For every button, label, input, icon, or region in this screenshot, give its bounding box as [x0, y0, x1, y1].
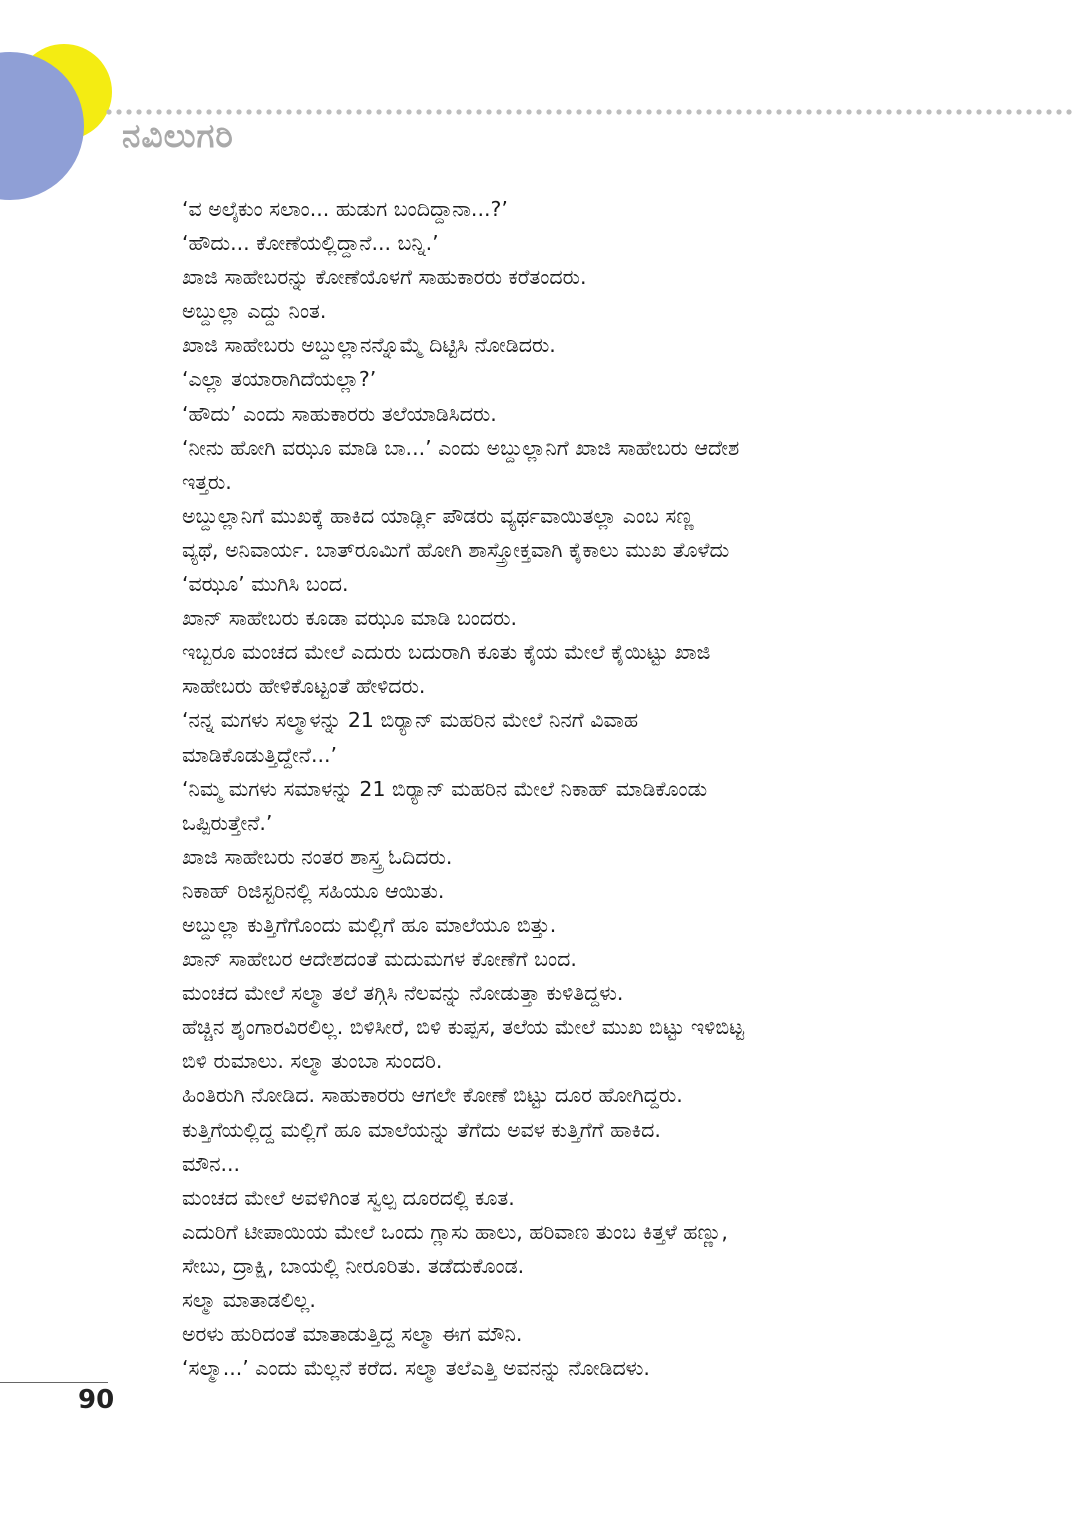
header-dotted-rule	[104, 108, 1072, 116]
text-line: ಖಾನ್ ಸಾಹೇಬರು ಕೂಡಾ ವಝೂ ಮಾಡಿ ಬಂದರು.	[182, 606, 518, 631]
text-line: ಇಬ್ಬರೂ ಮಂಚದ ಮೇಲೆ ಎದುರು ಬದುರಾಗಿ ಕೂತು ಕೈಯ ಮೇಲೆ ಕೈಯಿಟ್ಟು ಖಾಜಿ	[182, 640, 711, 665]
body-paragraph	[156, 226, 916, 260]
running-header-title: ನವಿಲುಗರಿ	[122, 116, 234, 155]
text-line: ‘ವ ಅಲೈಕುಂ ಸಲಾಂ... ಹುಡುಗ ಬಂದಿದ್ದಾನಾ...?’	[182, 197, 508, 221]
text-line: ‘ಎಲ್ಲಾ ತಯಾರಾಗಿದೆಯಲ್ಲಾ?’	[182, 367, 377, 392]
text-line: ಸಲ್ಮಾ ಮಾತಾಡಲಿಲ್ಲ.	[182, 1288, 316, 1312]
text-line: ಮಾಡಿಕೊಡುತ್ತಿದ್ದೇನೆ...’	[182, 742, 338, 767]
body-paragraph	[156, 1010, 916, 1078]
text-line: ಕುತ್ತಿಗೆಯಲ್ಲಿದ್ದ ಮಲ್ಲಿಗೆ ಹೂ ಮಾಲೆಯನ್ನು ತೆಗೆದು ಅವಳ ಕುತ್ತಿಗೆಗೆ ಹಾಕಿದ.	[182, 1117, 661, 1142]
text-line: ಮಂಚದ ಮೇಲೆ ಸಲ್ಮಾ ತಲೆ ತಗ್ಗಿಸಿ ನೆಲವನ್ನು ನೋಡುತ್ತಾ ಕುಳಿತಿದ್ದಳು.	[182, 981, 624, 1006]
text-line: ‘ವಝೂ’ ಮುಗಿಸಿ ಬಂದ.	[182, 572, 349, 597]
body-paragraph	[156, 874, 916, 908]
text-line: ಅಬ್ದುಲ್ಲಾ ಎದ್ದು ನಿಂತ.	[182, 299, 327, 324]
text-line: ಸಾಹೇಬರು ಹೇಳಿಕೊಟ್ಟಂತೆ ಹೇಳಿದರು.	[182, 674, 426, 699]
text-line: ‘ನೀನು ಹೋಗಿ ವಝೂ ಮಾಡಿ ಬಾ...’ ಎಂದು ಅಬ್ದುಲ್ಲಾನಿಗೆ ಖಾಜಿ ಸಾಹೇಬರು ಆದೇಶ	[182, 435, 740, 460]
page-body-text	[156, 192, 916, 1385]
text-line: ಹೆಚ್ಚಿನ ಶೃಂಗಾರವಿರಲಿಲ್ಲ. ಬಿಳಿಸೀರೆ, ಬಿಳಿ ಕುಪ್ಪಸ, ತಲೆಯ ಮೇಲೆ ಮುಖ ಬಿಟ್ಟು ಇಳಿಬಿಟ್ಟ	[182, 1015, 744, 1040]
text-line: ಖಾನ್ ಸಾಹೇಬರ ಆದೇಶದಂತೆ ಮದುಮಗಳ ಕೋಣೆಗೆ ಬಂದ.	[182, 947, 577, 972]
page-number: 90	[78, 1385, 115, 1415]
text-line: ಎದುರಿಗೆ ಟೀಪಾಯಿಯ ಮೇಲೆ ಒಂದು ಗ್ಲಾಸು ಹಾಲು, ಹರಿವಾಣ ತುಂಬ ಕಿತ್ತಳೆ ಹಣ್ಣು,	[182, 1219, 728, 1244]
body-paragraph	[156, 192, 916, 226]
text-line: ವ್ಯಥೆ, ಅನಿವಾರ್ಯ. ಬಾತ್‌ರೂಮಿಗೆ ಹೋಗಿ ಶಾಸ್ತ್ರೋಕ್ತವಾಗಿ ಕೈಕಾಲು ಮುಖ ತೊಳೆದು	[182, 537, 730, 562]
body-paragraph	[156, 1147, 916, 1181]
body-paragraph	[156, 635, 916, 703]
body-paragraph	[156, 601, 916, 635]
text-line: ‘ನಿಮ್ಮ ಮಗಳು ಸಮಾಳನ್ನು 21 ಬಿರ್‍ಯಾನ್ ಮಹರಿನ ಮೇಲೆ ನಿಕಾಹ್ ಮಾಡಿಕೊಂಡು	[182, 776, 708, 801]
text-line: ನಿಕಾಹ್ ರಿಜಿಸ್ಟರಿನಲ್ಲಿ ಸಹಿಯೂ ಆಯಿತು.	[182, 878, 445, 903]
body-paragraph	[156, 976, 916, 1010]
text-line: ಅರಳು ಹುರಿದಂತೆ ಮಾತಾಡುತ್ತಿದ್ದ ಸಲ್ಮಾ ಈಗ ಮೌನಿ.	[182, 1322, 523, 1347]
body-paragraph	[156, 703, 916, 771]
body-paragraph	[156, 431, 916, 499]
body-paragraph	[156, 1215, 916, 1283]
text-line: ‘ಹೌದು’ ಎಂದು ಸಾಹುಕಾರರು ತಲೆಯಾಡಿಸಿದರು.	[182, 401, 497, 426]
body-paragraph	[156, 328, 916, 362]
text-line: ಒಪ್ಪಿರುತ್ತೇನೆ.’	[182, 810, 273, 835]
text-line: ಅಬ್ದುಲ್ಲಾನಿಗೆ ಮುಖಕ್ಕೆ ಹಾಕಿದ ಯಾರ್ಡ್ಲಿ ಪೌಡರು ವ್ಯರ್ಥವಾಯಿತಲ್ಲಾ ಎಂಬ ಸಣ್ಣ	[182, 503, 694, 528]
body-paragraph	[156, 1181, 916, 1215]
text-line: ಸೇಬು, ದ್ರಾಕ್ಷಿ, ಬಾಯಲ್ಲಿ ನೀರೂರಿತು. ತಡೆದುಕೊಂಡ.	[182, 1253, 525, 1278]
body-paragraph	[156, 397, 916, 431]
text-line: ಖಾಜಿ ಸಾಹೇಬರು ನಂತರ ಶಾಸ್ತ್ರ ಓದಿದರು.	[182, 844, 453, 869]
body-paragraph	[156, 840, 916, 874]
text-line: ‘ಹೌದು... ಕೋಣೆಯಲ್ಲಿದ್ದಾನೆ... ಬನ್ನಿ.’	[182, 231, 439, 256]
body-paragraph	[156, 294, 916, 328]
text-line: ಇತ್ತರು.	[182, 469, 232, 494]
body-paragraph	[156, 1078, 916, 1146]
body-paragraph	[156, 772, 916, 840]
body-paragraph	[156, 260, 916, 294]
text-line: ಮೌನ...	[182, 1151, 241, 1176]
text-line: ಹಿಂತಿರುಗಿ ನೋಡಿದ. ಸಾಹುಕಾರರು ಆಗಲೇ ಕೋಣೆ ಬಿಟ್ಟು ದೂರ ಹೋಗಿದ್ದರು.	[182, 1083, 683, 1108]
text-line: ಬಿಳಿ ರುಮಾಲು. ಸಲ್ಮಾ ತುಂಬಾ ಸುಂದರಿ.	[182, 1049, 443, 1074]
text-line: ಖಾಜಿ ಸಾಹೇಬರು ಅಬ್ದುಲ್ಲಾನನ್ನೊಮ್ಮೆ ದಿಟ್ಟಿಸಿ ನೋಡಿದರು.	[182, 333, 556, 358]
body-paragraph	[156, 1283, 916, 1317]
text-line: ಅಬ್ದುಲ್ಲಾ ಕುತ್ತಿಗೆಗೊಂದು ಮಲ್ಲಿಗೆ ಹೂ ಮಾಲೆಯೂ ಬಿತ್ತು.	[182, 912, 557, 937]
text-line: ‘ನನ್ನ ಮಗಳು ಸಲ್ಮಾಳನ್ನು 21 ಬಿರ್‍ಯಾನ್ ಮಹರಿನ ಮೇಲೆ ನಿನಗೆ ವಿವಾಹ	[182, 708, 639, 733]
text-line: ಮಂಚದ ಮೇಲೆ ಅವಳಿಗಿಂತ ಸ್ವಲ್ಪ ದೂರದಲ್ಲಿ ಕೂತ.	[182, 1185, 515, 1210]
text-line: ‘ಸಲ್ಮಾ...’ ಎಂದು ಮೆಲ್ಲನೆ ಕರೆದ. ಸಲ್ಮಾ ತಲೆಎತ್ತಿ ಅವನನ್ನು ನೋಡಿದಳು.	[182, 1356, 650, 1381]
body-paragraph	[156, 908, 916, 942]
body-paragraph	[156, 362, 916, 396]
body-paragraph	[156, 1351, 916, 1385]
body-paragraph	[156, 942, 916, 976]
body-paragraph	[156, 1317, 916, 1351]
body-paragraph	[156, 499, 916, 601]
text-line: ಖಾಜಿ ಸಾಹೇಬರನ್ನು ಕೋಣೆಯೊಳಗೆ ಸಾಹುಕಾರರು ಕರೆತಂದರು.	[182, 265, 587, 290]
